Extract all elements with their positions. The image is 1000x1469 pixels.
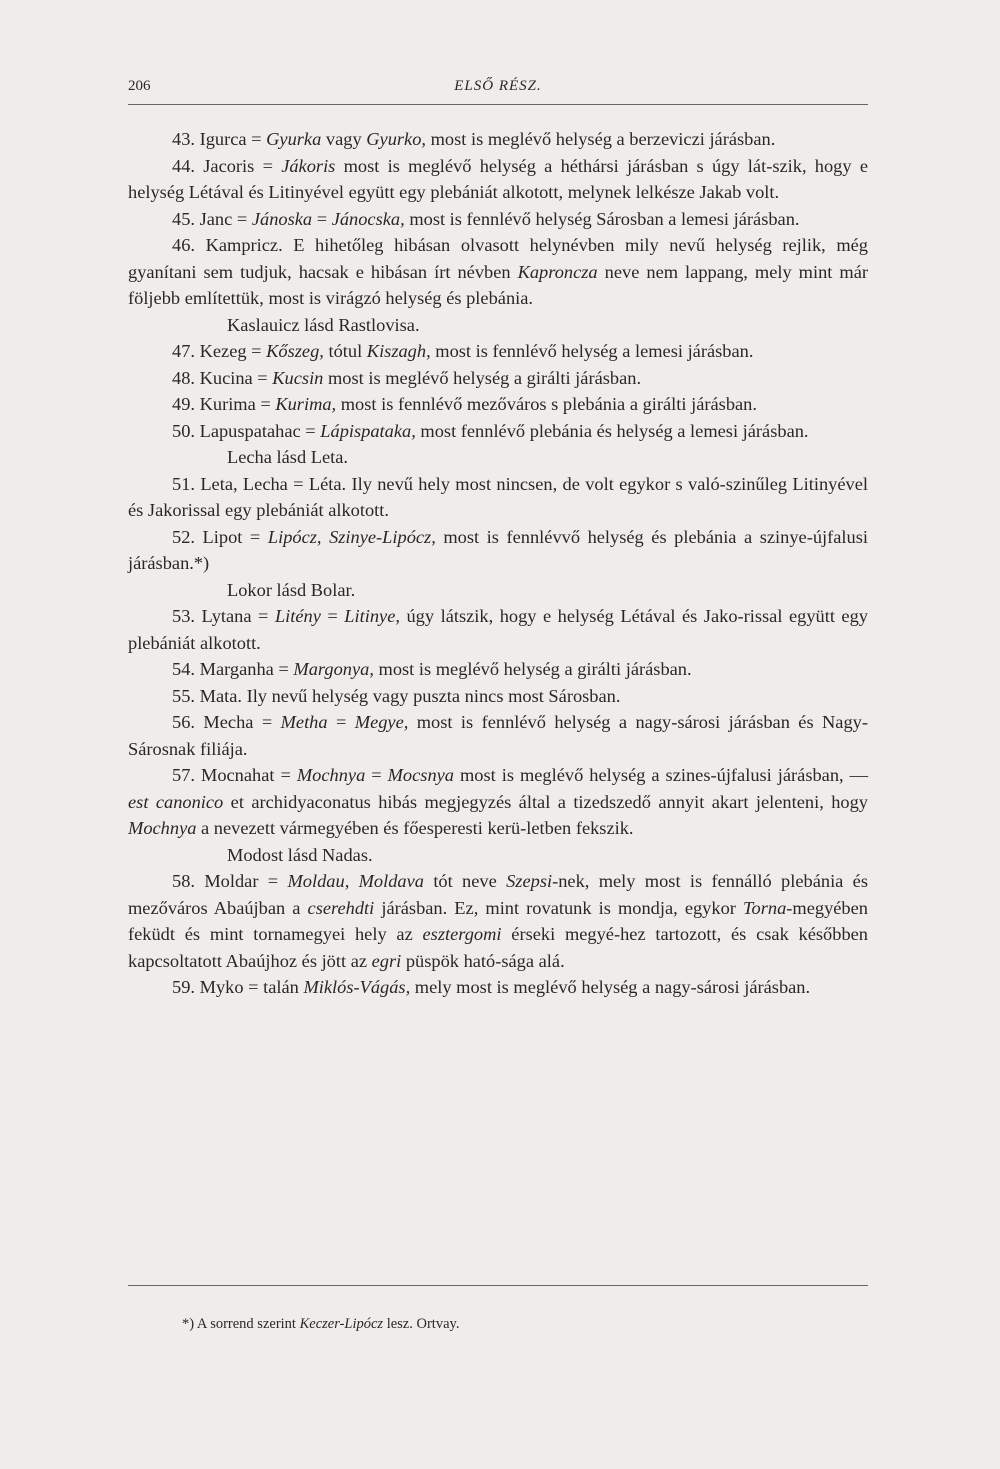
text-run: Kucina =	[199, 367, 273, 388]
entry-number: 54.	[172, 659, 200, 679]
italic-text: Keczer-Lipócz	[299, 1316, 384, 1332]
text-run: Mata. Ily nevű helység vagy puszta nincs most Sárosban.	[199, 685, 621, 706]
italic-text: Lipócz,	[267, 526, 322, 547]
italic-text: Kiszagh,	[366, 341, 431, 361]
text-run: járásban. Ez, mint rovatunk is mondja, egykor	[374, 897, 743, 918]
italic-text: Litény	[274, 606, 321, 626]
text-run: most is meglévő helység a girálti járásban.	[323, 367, 642, 388]
text-run: most is fennlévő mezőváros s plebánia a girálti járásban.	[336, 394, 757, 414]
text-run: Moldar =	[204, 871, 288, 891]
italic-text: Gyurko,	[366, 129, 427, 149]
italic-text: Litinye,	[344, 606, 400, 626]
body-text	[128, 126, 868, 1001]
italic-text: Kőszeg,	[266, 341, 324, 361]
text-run: Kaslauicz lásd Rastlovisa.	[227, 314, 420, 335]
text-run: *) A sorrend szerint	[182, 1316, 300, 1332]
entry-number: 46.	[172, 235, 206, 255]
text-run	[322, 527, 330, 547]
italic-text: Jánoska	[251, 208, 313, 229]
text-run: Kampricz. E hihetőleg hibásan olvasott helynévben mily nevű helység rejlik, még gyanítani sem tudjuk, hacsak e hibásan írt névben	[128, 235, 868, 282]
italic-text: esztergomi	[422, 924, 502, 944]
text-run: Myko = talán	[199, 977, 304, 997]
running-head	[128, 78, 868, 102]
cross-reference	[128, 577, 868, 604]
text-run: Leta, Lecha = Léta. Ily nevű hely most nincsen, de volt egykor s való-szinűleg Litinyével és Jakorissal egy plebániát alkotott.	[128, 473, 869, 520]
list-item	[128, 153, 868, 206]
text-run: Janc =	[199, 208, 252, 229]
italic-text: egri	[371, 950, 402, 971]
list-item	[128, 762, 868, 842]
list-item	[128, 365, 868, 392]
list-item	[128, 391, 868, 418]
text-run: a nevezett vármegyében és főesperesti kerü-letben fekszik.	[196, 818, 634, 838]
text-run: Kurima =	[199, 394, 276, 414]
text-run: úgy látszik, hogy e helység Létával és Jako-rissal együtt egy plebániát alkotott.	[128, 606, 868, 653]
entry-number: 48.	[172, 367, 200, 388]
footnote	[182, 1316, 822, 1333]
italic-text: Lápispataka,	[320, 420, 416, 441]
text-run: Kezeg =	[199, 341, 267, 361]
text-run: Jacoris =	[203, 155, 282, 176]
text-run: most fennlévő plebánia és helység a lemesi járásban.	[415, 420, 809, 441]
list-item	[128, 683, 868, 710]
list-item	[128, 656, 868, 683]
entry-number: 47.	[172, 341, 200, 361]
text-run: vagy	[321, 129, 367, 149]
entry-number: 53.	[172, 606, 202, 626]
text-run: et archidyaconatus hibás megjegyzés által a tizedszedő annyit akart jelenteni, hogy	[223, 791, 868, 812]
text-run: -megyében feküdt és mint tornamegyei hely az	[128, 897, 868, 944]
cross-reference	[128, 444, 868, 471]
italic-text: Torna	[742, 897, 787, 918]
text-run: Lapuspatahac =	[199, 420, 321, 441]
italic-text: Mochnya	[296, 765, 366, 785]
italic-text: est canonico	[128, 791, 224, 812]
text-run: Modost lásd Nadas.	[227, 844, 373, 865]
text-run: most is meglévő helység a héthársi járásban s úgy lát-szik, hogy e helység Létával és Litinyével együtt egy plebániát alkotott, melynek lelkésze Jakab volt.	[128, 155, 868, 202]
text-run: tótul	[323, 341, 367, 361]
list-item	[128, 524, 868, 577]
entry-number: 43.	[172, 129, 200, 149]
italic-text: Margonya,	[293, 659, 374, 679]
italic-text: Mocsnya	[387, 765, 454, 785]
list-item	[128, 603, 868, 656]
text-run: most is fennlévő helység Sárosban a lemesi járásban.	[404, 208, 800, 229]
italic-text: Jánocska,	[331, 208, 405, 229]
text-run: Lokor lásd Bolar.	[227, 579, 356, 600]
text-run: püspök ható-sága alá.	[401, 950, 565, 971]
text-run: =	[320, 606, 345, 626]
text-run: -nek, mely most is fennálló plebánia és mezőváros Abaújban a	[128, 871, 868, 918]
text-run: mely most is meglévő helység a nagy-sárosi járásban.	[410, 977, 811, 997]
section-title: ELSŐ RÉSZ.	[454, 78, 542, 94]
entry-number: 59.	[172, 977, 200, 997]
entry-number: 55.	[172, 685, 200, 706]
list-item	[128, 868, 868, 974]
entry-number: 58.	[172, 871, 205, 891]
text-run: =	[365, 765, 388, 785]
list-item	[128, 232, 868, 312]
text-run: Mocnahat =	[200, 765, 297, 785]
text-run: Mecha =	[203, 712, 281, 732]
entry-number: 44.	[172, 155, 204, 176]
entry-number: 51.	[172, 473, 201, 494]
text-run: most is fennlévő helység a nagy-sárosi járásban és Nagy-Sárosnak filiája.	[128, 712, 868, 759]
entry-number: 57.	[172, 765, 201, 785]
text-run: Lecha lásd Leta.	[227, 447, 349, 467]
text-run: tót neve	[424, 871, 507, 891]
list-item	[128, 974, 868, 1001]
italic-text: Miklós-Vágás,	[303, 977, 411, 997]
text-run: Lytana =	[201, 606, 275, 626]
italic-text: Gyurka	[266, 129, 322, 149]
italic-text: Kurima,	[275, 394, 337, 414]
text-run: neve nem lappang, mely mint már följebb említettük, most is virágzó helység és plebánia.	[128, 261, 868, 308]
text-run: érseki megyé-hez tartozott, és csak későbben kapcsoltatott Abaújhoz és jött az	[128, 924, 868, 971]
italic-text: Szinye-Lipócz,	[329, 526, 436, 547]
entry-number: 52.	[172, 526, 203, 547]
text-run: =	[327, 712, 355, 732]
text-run: most is fennlévő helység a lemesi járásban.	[430, 341, 754, 361]
text-run: Lipot =	[202, 526, 268, 547]
list-item	[128, 126, 868, 153]
text-run: =	[312, 208, 332, 229]
list-item	[128, 471, 868, 524]
text-run: most is fennlévvő helység és plebánia a szinye-újfalusi járásban.*)	[128, 526, 868, 573]
italic-text: Szepsi	[506, 871, 553, 891]
text-run: Marganha =	[199, 659, 294, 679]
entry-number: 49.	[172, 394, 200, 414]
entry-number: 45.	[172, 208, 200, 229]
cross-reference	[128, 312, 868, 339]
footnote-rule	[128, 1285, 868, 1286]
italic-text: cserehdti	[307, 897, 375, 918]
list-item	[128, 338, 868, 365]
text-run: lesz. Ortvay.	[383, 1316, 460, 1332]
italic-text: Metha	[280, 712, 328, 732]
list-item	[128, 206, 868, 233]
italic-text: Kaproncza	[517, 261, 598, 282]
italic-text: Mochnya	[128, 818, 197, 838]
text-run: Igurca =	[199, 129, 267, 149]
page-number: 206	[128, 78, 151, 94]
italic-text: Jákoris	[281, 155, 336, 176]
entry-number: 50.	[172, 420, 200, 441]
cross-reference	[128, 842, 868, 869]
text-run: most is meglévő helység a berzeviczi járásban.	[426, 129, 776, 149]
list-item	[128, 709, 868, 762]
italic-text: Moldau, Moldava	[287, 871, 424, 891]
italic-text: Megye,	[354, 712, 409, 732]
list-item	[128, 418, 868, 445]
italic-text: Kucsin	[272, 367, 324, 388]
text-run: most is meglévő helység a szines-újfalusi járásban, —	[454, 765, 868, 785]
header-rule	[128, 104, 868, 105]
entry-number: 56.	[172, 712, 204, 732]
text-run: most is meglévő helység a girálti járásban.	[373, 659, 692, 679]
